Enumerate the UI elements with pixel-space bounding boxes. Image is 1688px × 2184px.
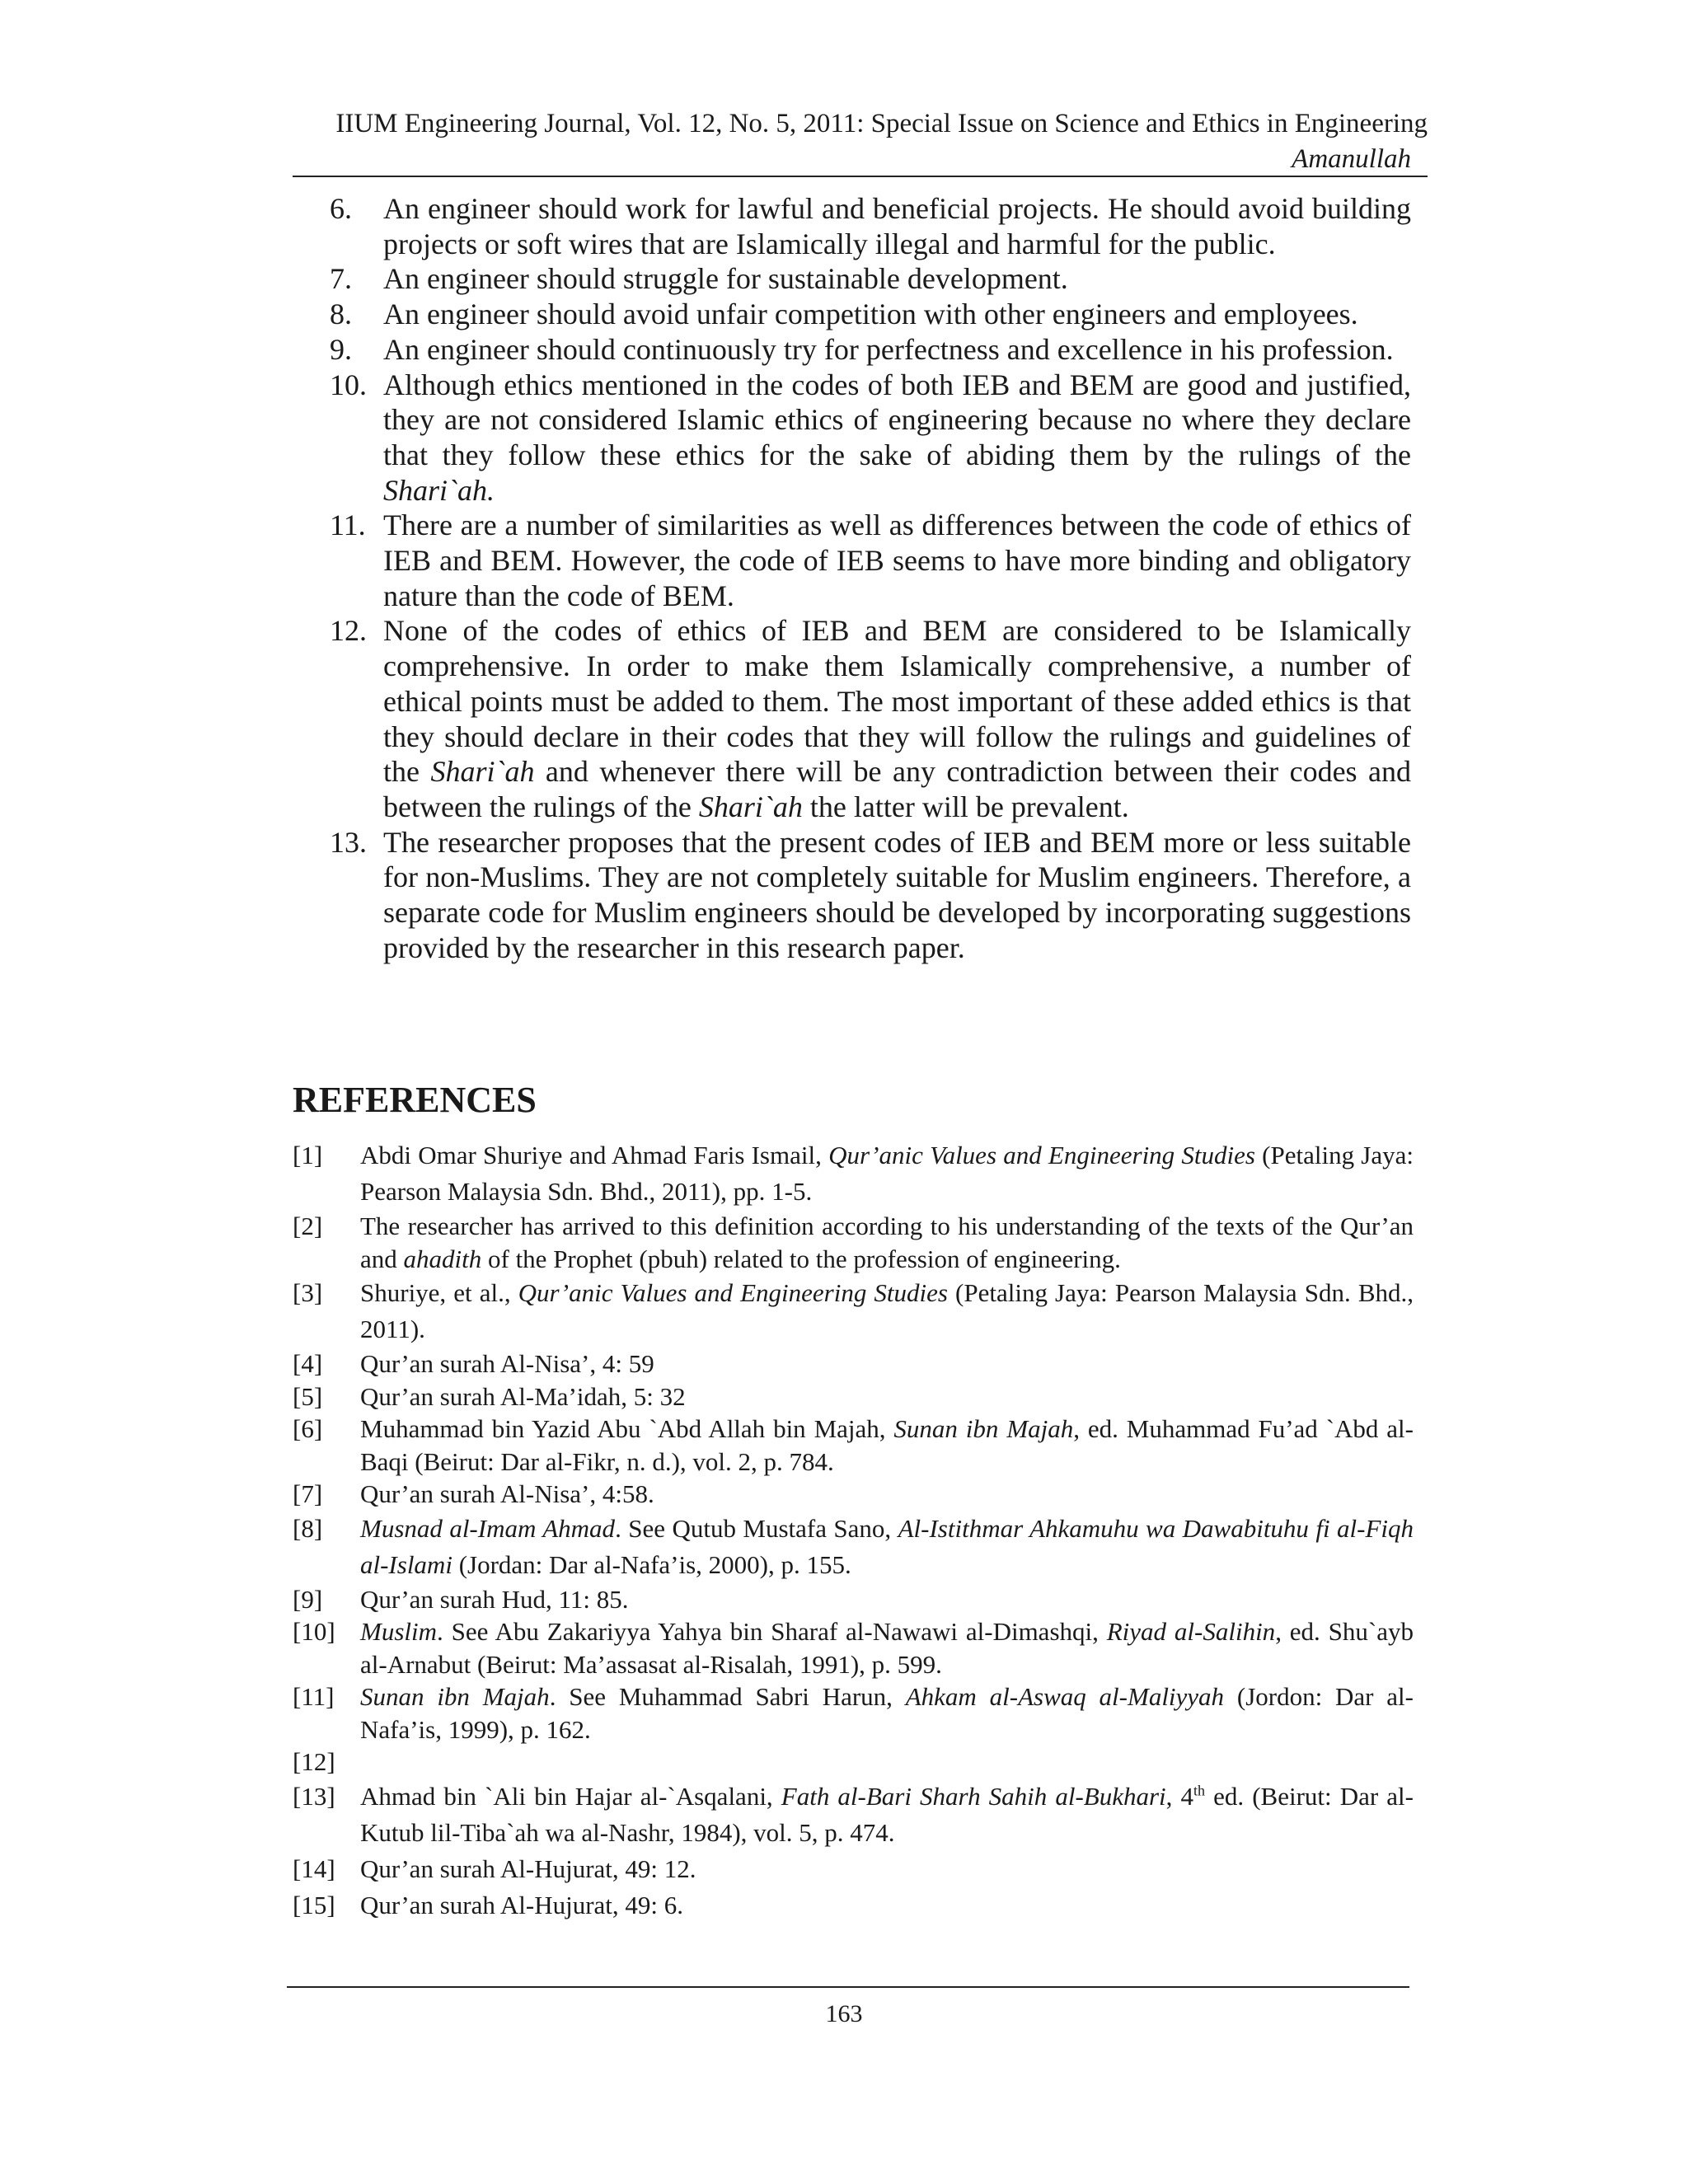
reference-text: (Petaling Jaya: Pearson Malaysia Sdn. Bhd., 2011).	[360, 1278, 1414, 1343]
footer-divider	[287, 1986, 1409, 1988]
reference-text: , ed. Shu`ayb al-Arnabut (Beirut: Ma’assasat al-Risalah, 1991), p. 599.	[360, 1617, 1414, 1679]
reference-item	[293, 1615, 1414, 1680]
reference-title: Fath al-Bari Sharh Sahih al-Bukhari	[781, 1781, 1166, 1811]
page-number: 163	[825, 2000, 863, 2027]
reference-number: [4]	[293, 1349, 323, 1378]
reference-text: of the Prophet (pbuh) related to the profession of engineering.	[481, 1244, 1121, 1273]
item-number: 6.	[330, 192, 352, 225]
item-text: An engineer should continuously try for perfectness and excellence in his profession.	[383, 332, 1394, 366]
reference-item	[293, 1380, 1414, 1413]
conclusions-list	[330, 191, 1411, 965]
reference-text: Ahmad bin `Ali bin Hajar al-`Asqalani,	[360, 1781, 781, 1811]
reference-item	[293, 1851, 1414, 1887]
reference-number: [12]	[293, 1747, 335, 1776]
references-list	[293, 1137, 1414, 1924]
reference-number: [10]	[293, 1617, 335, 1646]
reference-number: [1]	[293, 1141, 323, 1169]
journal-title: IIUM Engineering Journal, Vol. 12, No. 5, 2011: Special Issue on Science and Ethics in Engineering	[335, 109, 1428, 138]
reference-number: [15]	[293, 1890, 335, 1919]
header-divider	[293, 176, 1428, 177]
reference-title: Sunan ibn Majah	[893, 1414, 1074, 1443]
item-number: 7.	[330, 262, 352, 296]
reference-text: Muhammad bin Yazid Abu `Abd Allah bin Majah,	[360, 1414, 894, 1443]
reference-title: Riyad al-Salihin	[1106, 1617, 1276, 1646]
reference-text: The researcher has arrived to this definition according to his understanding of the texts of the Qur’an and	[360, 1212, 1414, 1273]
reference-text: Shuriye, et al.,	[360, 1278, 518, 1307]
reference-item	[293, 1887, 1414, 1924]
reference-number: [11]	[293, 1682, 335, 1711]
reference-title: Qur’anic Values and Engineering Studies	[518, 1278, 948, 1307]
reference-item	[293, 1746, 1414, 1779]
reference-text: , 4	[1165, 1781, 1194, 1811]
reference-text: Qur’an surah Al-Hujurat, 49: 6.	[360, 1890, 684, 1919]
reference-text: (Jordan: Dar al-Nafa’is, 2000), p. 155.	[452, 1549, 851, 1579]
reference-title: Ahkam al-Aswaq al-Maliyyah	[905, 1682, 1225, 1711]
reference-item	[293, 1680, 1414, 1746]
reference-text: Qur’an surah Al-Hujurat, 49: 12.	[360, 1854, 696, 1883]
reference-item	[293, 1137, 1414, 1210]
reference-text: . See Muhammad Sabri Harun,	[549, 1682, 906, 1711]
reference-title: ahadith	[403, 1244, 482, 1273]
item-text: An engineer should struggle for sustainable development.	[383, 262, 1068, 296]
item-text: There are a number of similarities as well as differences between the code of ethics of IEB and BEM. However, the code of IEB seems to have more binding and obligatory nature than the code of BEM.	[383, 509, 1411, 612]
reference-number: [8]	[293, 1513, 323, 1543]
reference-title: Qur’anic Values and Engineering Studies	[828, 1141, 1255, 1169]
italic-term: Shari`ah	[698, 790, 803, 823]
author-name: Amanullah	[1292, 144, 1411, 174]
reference-text: , ed. Muhammad Fu’ad `Abd al-Baqi (Beirut: Dar al-Fikr, n. d.), vol. 2, p. 784.	[360, 1414, 1414, 1476]
reference-title: Musnad al-Imam Ahmad	[360, 1513, 616, 1543]
reference-text: Abdi Omar Shuriye and Ahmad Faris Ismail,	[360, 1141, 829, 1169]
reference-text: Qur’an surah Al-Ma’idah, 5: 32	[360, 1381, 686, 1411]
list-item	[330, 332, 1411, 368]
reference-item	[293, 1275, 1414, 1347]
reference-text: . See Qutub Mustafa Sano,	[615, 1513, 898, 1543]
list-item	[330, 297, 1411, 332]
item-text: None of the codes of ethics of IEB and BEM are considered to be Islamically comprehensive. In order to make them Islamically comprehensive, a number of ethical points must be added to them. The most important of these added ethics is that they should declare in their codes that they will follow the rulings and guidelines of the	[383, 614, 1411, 789]
item-number: 10.	[330, 368, 367, 401]
reference-title: Al-Istithmar Ahkamuhu wa Dawabituhu fi al-Fiqh al-Islami	[360, 1513, 1414, 1579]
item-number: 11.	[330, 509, 366, 542]
reference-number: [2]	[293, 1212, 323, 1240]
reference-text: Qur’an surah Hud, 11: 85.	[360, 1584, 629, 1614]
reference-number: [5]	[293, 1381, 323, 1411]
list-item	[330, 191, 1411, 261]
reference-text: Qur’an surah Al-Nisa’, 4:58.	[360, 1479, 654, 1508]
reference-title: Muslim	[360, 1617, 437, 1646]
reference-number: [6]	[293, 1414, 323, 1443]
reference-item	[293, 1347, 1414, 1380]
italic-term: Shari`ah.	[383, 473, 495, 507]
references-heading: REFERENCES	[293, 1080, 537, 1120]
item-text: Although ethics mentioned in the codes of both IEB and BEM are good and justified, they are not considered Islamic ethics of engineering because no where they declare that they follow these ethics for the sake of abiding them by the rulings of the	[383, 368, 1411, 471]
list-item	[330, 613, 1411, 824]
item-number: 12.	[330, 614, 367, 648]
list-item	[330, 368, 1411, 509]
reference-text: Qur’an surah Al-Nisa’, 4: 59	[360, 1349, 654, 1378]
reference-number: [13]	[293, 1781, 335, 1811]
superscript: th	[1193, 1782, 1206, 1799]
item-text: the latter will be prevalent.	[802, 790, 1129, 823]
reference-item	[293, 1210, 1414, 1275]
running-header	[293, 105, 1428, 176]
reference-number: [14]	[293, 1854, 335, 1883]
reference-number: [7]	[293, 1479, 323, 1508]
reference-item	[293, 1511, 1414, 1583]
item-text: An engineer should avoid unfair competition with other engineers and employees.	[383, 298, 1358, 331]
reference-number: [3]	[293, 1278, 323, 1307]
reference-text: (Jordon: Dar al-Nafa’is, 1999), p. 162.	[360, 1682, 1414, 1744]
item-text: The researcher proposes that the present codes of IEB and BEM more or less suitable for non-Muslims. They are not completely suitable for Muslim engineers. Therefore, a separate code for Muslim engineers should be developed by incorporating suggestions provided by the researcher in this research paper.	[383, 825, 1411, 964]
list-item	[330, 261, 1411, 297]
list-item	[330, 508, 1411, 613]
list-item	[330, 825, 1411, 966]
item-text: and whenever there will be any contradiction between their codes and between the rulings of the	[383, 755, 1411, 823]
reference-item	[293, 1583, 1414, 1616]
reference-item	[293, 1478, 1414, 1511]
item-number: 13.	[330, 825, 367, 859]
reference-title: Sunan ibn Majah	[360, 1682, 550, 1711]
reference-text: . See Abu Zakariyya Yahya bin Sharaf al-Nawawi al-Dimashqi,	[437, 1617, 1107, 1646]
italic-term: Shari`ah	[430, 755, 535, 789]
reference-item	[293, 1779, 1414, 1851]
reference-text: ed. (Beirut: Dar al-Kutub lil-Tiba`ah wa al-Nashr, 1984), vol. 5, p. 474.	[360, 1781, 1414, 1847]
reference-number: [9]	[293, 1584, 323, 1614]
reference-text: (Petaling Jaya: Pearson Malaysia Sdn. Bhd., 2011), pp. 1-5.	[360, 1141, 1414, 1206]
item-number: 9.	[330, 332, 352, 366]
reference-item	[293, 1413, 1414, 1478]
item-text: An engineer should work for lawful and beneficial projects. He should avoid building projects or soft wires that are Islamically illegal and harmful for the public.	[383, 192, 1411, 260]
item-number: 8.	[330, 298, 352, 331]
